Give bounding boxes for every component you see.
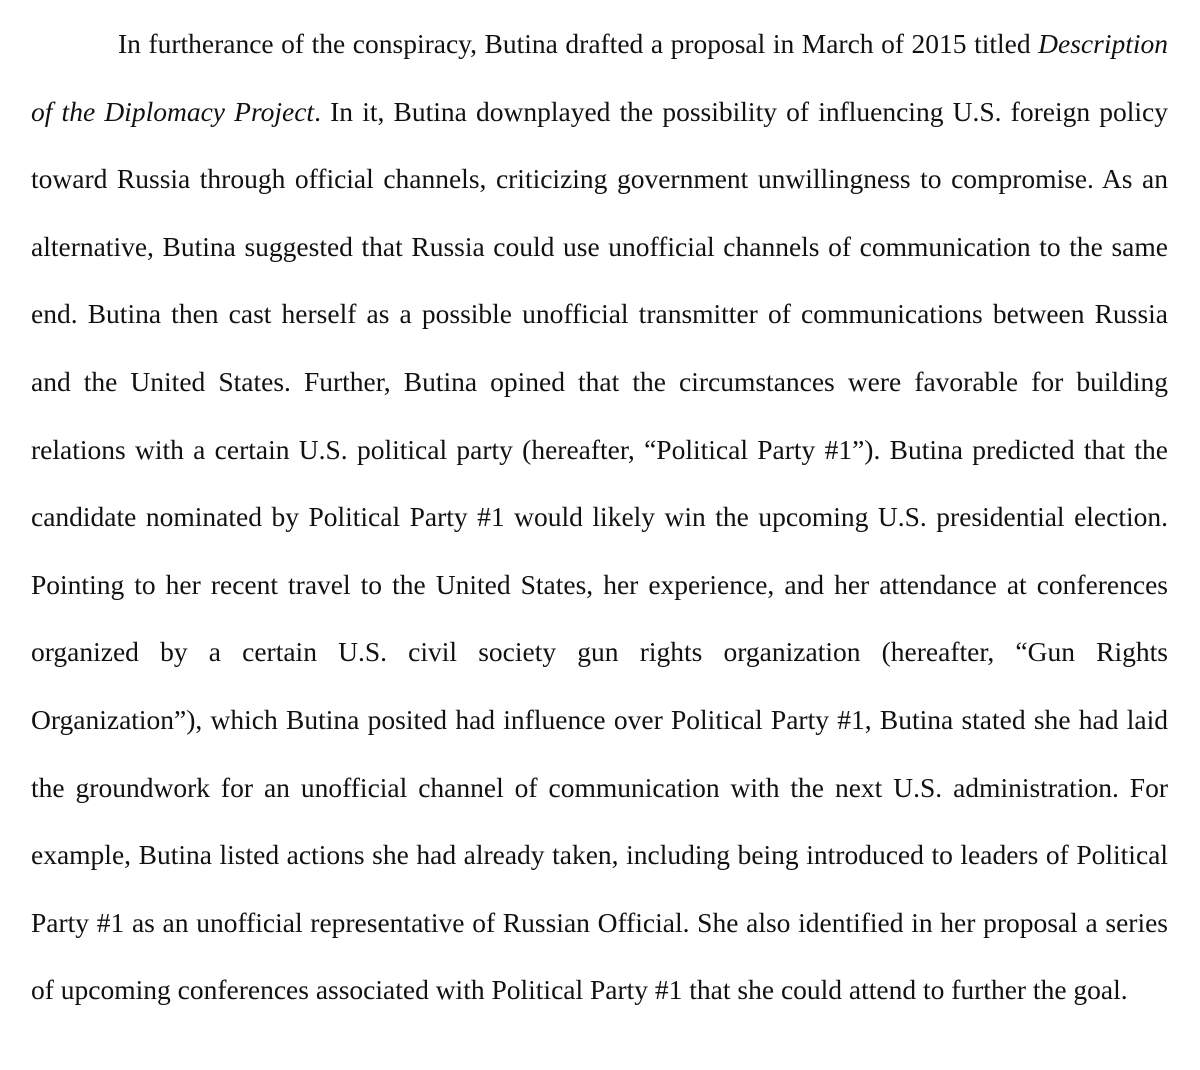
- body-paragraph: [31, 0, 1168, 1024]
- document-page: [31, 0, 1168, 1070]
- paragraph-text-start: In furtherance of the conspiracy, Butina drafted a proposal in March of 2015 titled: [118, 28, 1039, 59]
- project-title-italic: Description of the Diplomacy Project: [31, 28, 1168, 127]
- paragraph-text-rest: . In it, Butina downplayed the possibility of influencing U.S. foreign policy toward Russia through official channels, criticizing government unwillingness to compromise. As an alternative, Butina suggested that Russia could use unofficial channels of communication to the same end. Butina then cast herself as a possible unofficial transmitter of communications between Russia and the United States. Further, Butina opined that the circumstances were favorable for building relations with a certain U.S. political party (hereafter, “Political Party #1”). Butina predicted that the candidate nominated by Political Party #1 would likely win the upcoming U.S. presidential election. Pointing to her recent travel to the United States, her experience, and her attendance at conferences organized by a certain U.S. civil society gun rights organization (hereafter, “Gun Rights Organization”), which Butina posited had influence over Political Party #1, Butina stated she had laid the groundwork for an unofficial channel of communication with the next U.S. administration. For example, Butina listed actions she had already taken, including being introduced to leaders of Political Party #1 as an unofficial representative of Russian Official. She also identified in her proposal a series of upcoming conferences associated with Political Party #1 that she could attend to further the goal.: [31, 95, 1168, 1006]
